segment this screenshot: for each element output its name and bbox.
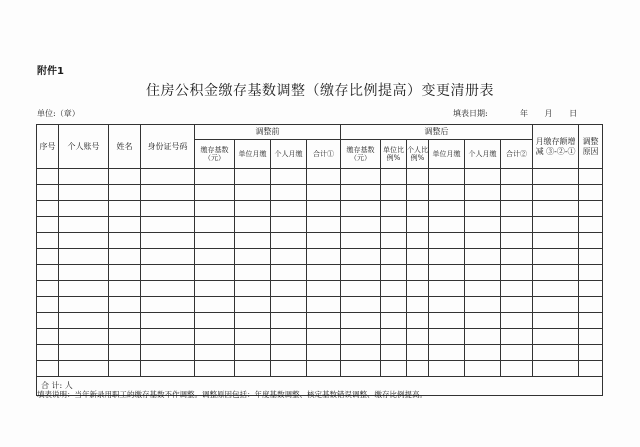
table-cell: [465, 345, 501, 361]
table-cell: [429, 329, 465, 345]
table-cell: [407, 281, 429, 297]
table-cell: [407, 361, 429, 377]
table-row: [37, 361, 603, 377]
table-cell: [533, 345, 579, 361]
table-cell: [465, 281, 501, 297]
table-cell: [271, 361, 307, 377]
table-cell: [407, 249, 429, 265]
table-cell: [429, 281, 465, 297]
table-cell: [381, 265, 407, 281]
table-cell: [235, 185, 271, 201]
table-cell: [59, 329, 109, 345]
table-cell: [141, 313, 195, 329]
col-monthly-change: 月缴存额增减 ③-②-①: [533, 125, 579, 169]
table-cell: [465, 265, 501, 281]
table-cell: [195, 233, 235, 249]
table-cell: [141, 217, 195, 233]
table-cell: [407, 313, 429, 329]
table-cell: [501, 281, 533, 297]
table-cell: [341, 361, 381, 377]
table-cell: [533, 329, 579, 345]
table-cell: [579, 233, 603, 249]
table-cell: [465, 249, 501, 265]
col-after-personal-ratio: 个人比例%: [407, 140, 429, 169]
table-cell: [37, 313, 59, 329]
table-cell: [501, 313, 533, 329]
table-cell: [579, 185, 603, 201]
table-cell: [381, 217, 407, 233]
table-cell: [195, 201, 235, 217]
table-cell: [407, 185, 429, 201]
table-cell: [465, 169, 501, 185]
table-cell: [195, 265, 235, 281]
table-cell: [381, 361, 407, 377]
table-cell: [407, 297, 429, 313]
table-cell: [271, 345, 307, 361]
col-account: 个人账号: [59, 125, 109, 169]
col-before-unit-monthly: 单位月缴: [235, 140, 271, 169]
table-cell: [141, 233, 195, 249]
table-cell: [37, 329, 59, 345]
table-cell: [37, 185, 59, 201]
col-before-personal-monthly: 个人月缴: [271, 140, 307, 169]
table-cell: [429, 345, 465, 361]
table-cell: [381, 169, 407, 185]
table-cell: [465, 361, 501, 377]
table-cell: [109, 329, 141, 345]
table-cell: [59, 313, 109, 329]
table-cell: [341, 297, 381, 313]
table-cell: [465, 329, 501, 345]
table-cell: [235, 217, 271, 233]
table-cell: [235, 201, 271, 217]
table-cell: [141, 361, 195, 377]
table-cell: [195, 185, 235, 201]
table-cell: [141, 169, 195, 185]
table-cell: [195, 361, 235, 377]
col-after-base: 缴存基数（元）: [341, 140, 381, 169]
table-cell: [59, 281, 109, 297]
table-cell: [271, 249, 307, 265]
table-cell: [429, 361, 465, 377]
table-row: [37, 233, 603, 249]
table-cell: [59, 169, 109, 185]
table-cell: [195, 281, 235, 297]
table-cell: [341, 313, 381, 329]
table-cell: [235, 345, 271, 361]
table-cell: [271, 297, 307, 313]
table-cell: [501, 345, 533, 361]
table-cell: [381, 313, 407, 329]
table-cell: [501, 249, 533, 265]
table-cell: [37, 265, 59, 281]
table-cell: [407, 217, 429, 233]
table-cell: [307, 185, 341, 201]
table-cell: [533, 185, 579, 201]
table-cell: [341, 249, 381, 265]
table-cell: [235, 361, 271, 377]
table-cell: [141, 297, 195, 313]
table-cell: [533, 265, 579, 281]
table-cell: [271, 281, 307, 297]
table-cell: [307, 361, 341, 377]
table-row: [37, 265, 603, 281]
col-after-total: 合计②: [501, 140, 533, 169]
table-cell: [235, 265, 271, 281]
table-cell: [109, 265, 141, 281]
table-cell: [307, 313, 341, 329]
table-cell: [307, 169, 341, 185]
table-cell: [141, 329, 195, 345]
table-cell: [307, 281, 341, 297]
table-cell: [37, 249, 59, 265]
table-cell: [407, 169, 429, 185]
table-cell: [59, 265, 109, 281]
table-cell: [533, 297, 579, 313]
table-cell: [429, 201, 465, 217]
table-cell: [429, 297, 465, 313]
table-cell: [465, 217, 501, 233]
table-cell: [501, 265, 533, 281]
table-cell: [37, 297, 59, 313]
table-cell: [501, 329, 533, 345]
table-cell: [381, 233, 407, 249]
date-units: 年 月 日: [520, 109, 578, 118]
table-cell: [341, 169, 381, 185]
table-cell: [341, 329, 381, 345]
table-cell: [533, 169, 579, 185]
register-table: [36, 124, 603, 396]
table-cell: [37, 217, 59, 233]
table-row: [37, 249, 603, 265]
unit-label: 单位:（章）: [37, 109, 80, 118]
form-title: 住房公积金缴存基数调整（缴存比例提高）变更清册表: [146, 83, 494, 99]
col-seq: 序号: [37, 125, 59, 169]
table-cell: [429, 265, 465, 281]
table-cell: [109, 233, 141, 249]
table-cell: [235, 329, 271, 345]
table-cell: [533, 313, 579, 329]
col-id-number: 身份证号码: [141, 125, 195, 169]
table-cell: [195, 297, 235, 313]
table-cell: [341, 345, 381, 361]
table-cell: [407, 265, 429, 281]
table-cell: [465, 233, 501, 249]
table-cell: [579, 249, 603, 265]
table-cell: [579, 345, 603, 361]
table-cell: [109, 313, 141, 329]
table-row: [37, 281, 603, 297]
total-label: 合 计: 人: [37, 377, 603, 396]
table-cell: [341, 217, 381, 233]
col-reason: 调整原因: [579, 125, 603, 169]
table-cell: [235, 249, 271, 265]
table-cell: [579, 217, 603, 233]
table-cell: [109, 297, 141, 313]
table-cell: [501, 297, 533, 313]
attachment-label: 附件1: [37, 66, 64, 77]
table-cell: [533, 233, 579, 249]
table-cell: [429, 217, 465, 233]
table-cell: [465, 297, 501, 313]
table-cell: [307, 217, 341, 233]
table-cell: [37, 345, 59, 361]
table-cell: [109, 185, 141, 201]
table-cell: [109, 281, 141, 297]
table-cell: [271, 329, 307, 345]
table-cell: [381, 281, 407, 297]
table-cell: [37, 201, 59, 217]
table-cell: [579, 169, 603, 185]
table-cell: [235, 169, 271, 185]
table-cell: [533, 217, 579, 233]
table-cell: [271, 201, 307, 217]
table-cell: [141, 185, 195, 201]
table-cell: [501, 233, 533, 249]
table-cell: [533, 249, 579, 265]
table-cell: [307, 201, 341, 217]
table-cell: [407, 345, 429, 361]
table-cell: [235, 281, 271, 297]
table-cell: [37, 281, 59, 297]
table-cell: [341, 185, 381, 201]
table-cell: [271, 265, 307, 281]
table-cell: [465, 313, 501, 329]
table-cell: [341, 281, 381, 297]
table-cell: [501, 169, 533, 185]
table-cell: [429, 185, 465, 201]
table-cell: [307, 297, 341, 313]
table-cell: [109, 201, 141, 217]
table-row: [37, 169, 603, 185]
table-cell: [195, 249, 235, 265]
table-cell: [381, 297, 407, 313]
group-before: 调整前: [195, 125, 341, 140]
table-cell: [271, 185, 307, 201]
table-cell: [141, 345, 195, 361]
table-cell: [59, 345, 109, 361]
table-cell: [59, 297, 109, 313]
table-cell: [307, 329, 341, 345]
table-cell: [195, 217, 235, 233]
table-cell: [59, 249, 109, 265]
table-cell: [533, 361, 579, 377]
table-cell: [109, 217, 141, 233]
table-row: [37, 185, 603, 201]
table-cell: [579, 361, 603, 377]
table-cell: [465, 185, 501, 201]
table-row: [37, 201, 603, 217]
table-cell: [195, 169, 235, 185]
col-before-base: 缴存基数（元）: [195, 140, 235, 169]
table-cell: [195, 313, 235, 329]
table-cell: [59, 361, 109, 377]
table-cell: [59, 233, 109, 249]
table-cell: [59, 201, 109, 217]
table-cell: [407, 329, 429, 345]
table-cell: [59, 185, 109, 201]
table-cell: [381, 249, 407, 265]
table-cell: [465, 201, 501, 217]
table-cell: [195, 345, 235, 361]
table-cell: [109, 345, 141, 361]
group-after: 调整后: [341, 125, 533, 140]
table-cell: [381, 329, 407, 345]
table-cell: [109, 361, 141, 377]
table-cell: [579, 281, 603, 297]
table-cell: [579, 297, 603, 313]
col-before-total: 合计①: [307, 140, 341, 169]
table-cell: [235, 313, 271, 329]
table-cell: [37, 233, 59, 249]
table-row: [37, 313, 603, 329]
col-after-personal-monthly: 个人月缴: [465, 140, 501, 169]
table-cell: [59, 217, 109, 233]
table-row: [37, 297, 603, 313]
table-cell: [195, 329, 235, 345]
table-cell: [235, 233, 271, 249]
table-cell: [271, 233, 307, 249]
table-cell: [407, 201, 429, 217]
table-cell: [429, 233, 465, 249]
table-cell: [381, 185, 407, 201]
table-cell: [141, 265, 195, 281]
col-name: 姓名: [109, 125, 141, 169]
table-cell: [307, 345, 341, 361]
table-cell: [429, 313, 465, 329]
table-cell: [579, 329, 603, 345]
table-cell: [271, 313, 307, 329]
table-cell: [341, 201, 381, 217]
form-note: 填表说明：当年新录用职工的缴存基数不作调整。调整原因包括：年度基数调整、核定基数错误调整、缴存比例提高。: [37, 390, 427, 399]
table-cell: [109, 169, 141, 185]
table-cell: [407, 233, 429, 249]
table-cell: [141, 249, 195, 265]
table-cell: [307, 233, 341, 249]
table-cell: [307, 265, 341, 281]
table-body: [37, 169, 603, 396]
table-cell: [109, 249, 141, 265]
table-cell: [501, 217, 533, 233]
table-cell: [141, 201, 195, 217]
table-cell: [271, 217, 307, 233]
table-cell: [579, 313, 603, 329]
table-row: [37, 345, 603, 361]
table-cell: [579, 201, 603, 217]
table-cell: [533, 201, 579, 217]
table-cell: [271, 169, 307, 185]
table-cell: [141, 281, 195, 297]
table-cell: [37, 361, 59, 377]
table-cell: [381, 201, 407, 217]
table-cell: [307, 249, 341, 265]
table-cell: [429, 169, 465, 185]
table-cell: [235, 297, 271, 313]
table-cell: [533, 281, 579, 297]
table-cell: [341, 233, 381, 249]
table-cell: [381, 345, 407, 361]
table-cell: [429, 249, 465, 265]
table-cell: [579, 265, 603, 281]
table-row: [37, 217, 603, 233]
table-cell: [501, 201, 533, 217]
table-cell: [37, 169, 59, 185]
table-cell: [341, 265, 381, 281]
table-cell: [501, 185, 533, 201]
fill-date-label: 填表日期:: [453, 109, 488, 118]
table-cell: [501, 361, 533, 377]
col-after-unit-monthly: 单位月缴: [429, 140, 465, 169]
table-row: [37, 329, 603, 345]
col-after-unit-ratio: 单位比例%: [381, 140, 407, 169]
